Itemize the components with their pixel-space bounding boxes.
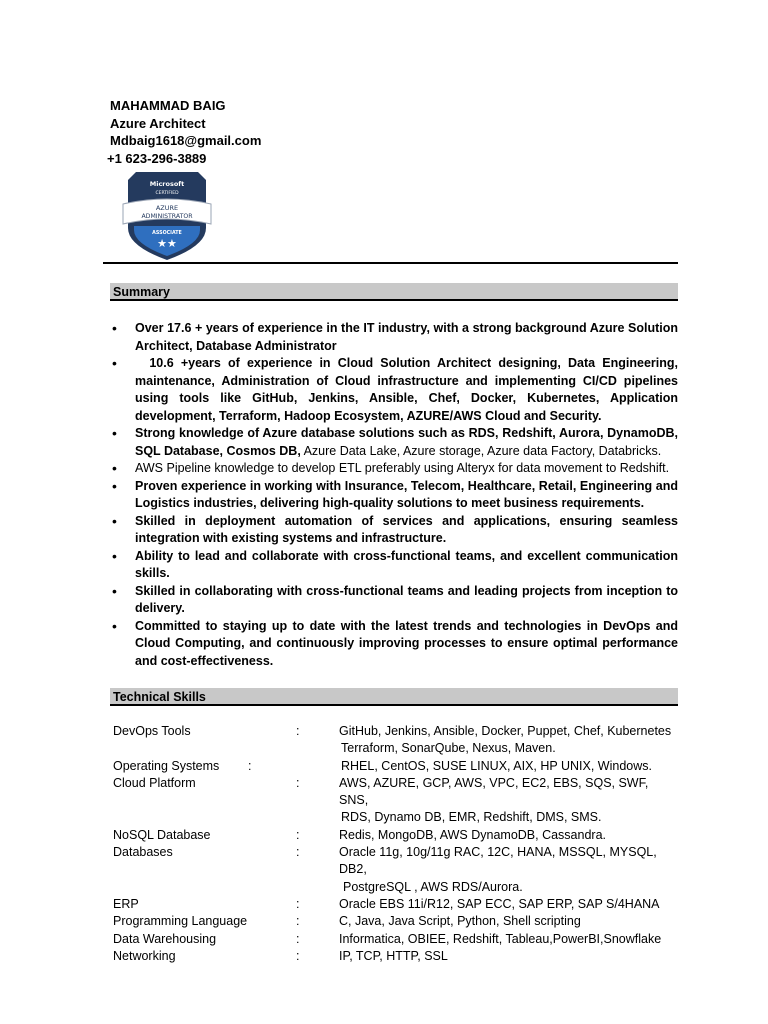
technical-skills-table: [113, 723, 678, 965]
candidate-phone: +1 623-296-3889: [107, 150, 207, 166]
skill-row-nosql: NoSQL Database : Redis, MongoDB, AWS DynamoDB, Cassandra.: [113, 827, 607, 842]
summary-item: • Proven experience in working with Insurance, Telecom, Healthcare, Retail, Engineering and Logistics industries, delivering high-quality solutions to meet business requirements.: [110, 478, 678, 513]
summary-item: • Skilled in deployment automation of services and applications, ensuring seamless integration with existing systems and infrastructure.: [110, 513, 678, 548]
azure-administrator-badge: [122, 168, 212, 262]
badge-level: ASSOCIATE: [152, 231, 182, 236]
contact-header: [107, 97, 262, 167]
skill-row-programming: Programming Language : C, Java, Java Script, Python, Shell scripting: [113, 914, 581, 929]
candidate-email: Mdbaig1618@gmail.com: [110, 133, 262, 148]
summary-item: • Committed to staying up to date with the latest trends and technologies in DevOps and Cloud Computing, and continuously improving processes to ensure optimal performance and cost-effectiveness.: [110, 618, 678, 671]
summary-heading: Summary: [110, 283, 678, 301]
skill-row-erp: ERP : Oracle EBS 11i/R12, SAP ECC, SAP ERP, SAP S/4HANA: [113, 896, 660, 911]
badge-certified: CERTIFIED: [155, 191, 179, 196]
skill-row-networking: Networking : IP, TCP, HTTP, SSL: [113, 948, 448, 963]
skill-row-cloud-platform: Cloud Platform : AWS, AZURE, GCP, AWS, VPC, EC2, EBS, SQS, SWF, SNS, RDS, Dynamo DB, EMR, Redshift, DMS, SMS.: [113, 775, 649, 825]
summary-item: • Strong knowledge of Azure database solutions such as RDS, Redshift, Aurora, DynamoDB, SQL Database, Cosmos DB, Azure Data Lake, Azure storage, Azure data Factory, Databricks.: [110, 425, 678, 460]
summary-list: [110, 320, 682, 670]
summary-item: • Ability to lead and collaborate with cross-functional teams, and excellent communication skills.: [110, 548, 678, 583]
skill-row-data-warehousing: Data Warehousing : Informatica, OBIEE, Redshift, Tableau,PowerBI,Snowflake: [113, 931, 662, 946]
badge-line2: ADMINISTRATOR: [141, 213, 193, 220]
skill-row-operating-systems: Operating Systems : RHEL, CentOS, SUSE LINUX, AIX, HP UNIX, Windows.: [113, 758, 652, 773]
summary-item: • Skilled in collaborating with cross-functional teams and leading projects from inception to delivery.: [110, 583, 678, 618]
badge-stars-icon: ★★: [157, 237, 177, 250]
badge-line1: AZURE: [155, 204, 179, 212]
summary-item: • AWS Pipeline knowledge to develop ETL preferably using Alteryx for data movement to Redshift.: [110, 460, 678, 478]
summary-item: • Over 17.6 + years of experience in the IT industry, with a strong background Azure Solution Architect, Database Administrator: [110, 320, 678, 355]
header-divider: [103, 262, 678, 264]
technical-skills-heading: Technical Skills: [110, 688, 678, 706]
candidate-name: MAHAMMAD BAIG: [110, 98, 226, 113]
skill-row-devops: DevOps Tools : GitHub, Jenkins, Ansible, Docker, Puppet, Chef, Kubernetes Terraform, SonarQube, Nexus, Maven.: [113, 724, 672, 756]
skill-row-databases: Databases : Oracle 11g, 10g/11g RAC, 12C, HANA, MSSQL, MYSQL, DB2, PostgreSQL , AWS RDS/Aurora.: [113, 845, 657, 894]
candidate-title: Azure Architect: [110, 115, 206, 131]
summary-item: • 10.6 +years of experience in Cloud Solution Architect designing, Data Engineering, maintenance, Administration of Cloud infrastructure and implementing CI/CD pipelines using tools like GitHub, Jenkins, Ansible, Chef, Docker, Kubernetes, Application development, Terraform, Hadoop Ecosystem, AZURE/AWS Cloud and Security.: [110, 355, 678, 425]
badge-issuer: Microsoft: [149, 180, 185, 188]
